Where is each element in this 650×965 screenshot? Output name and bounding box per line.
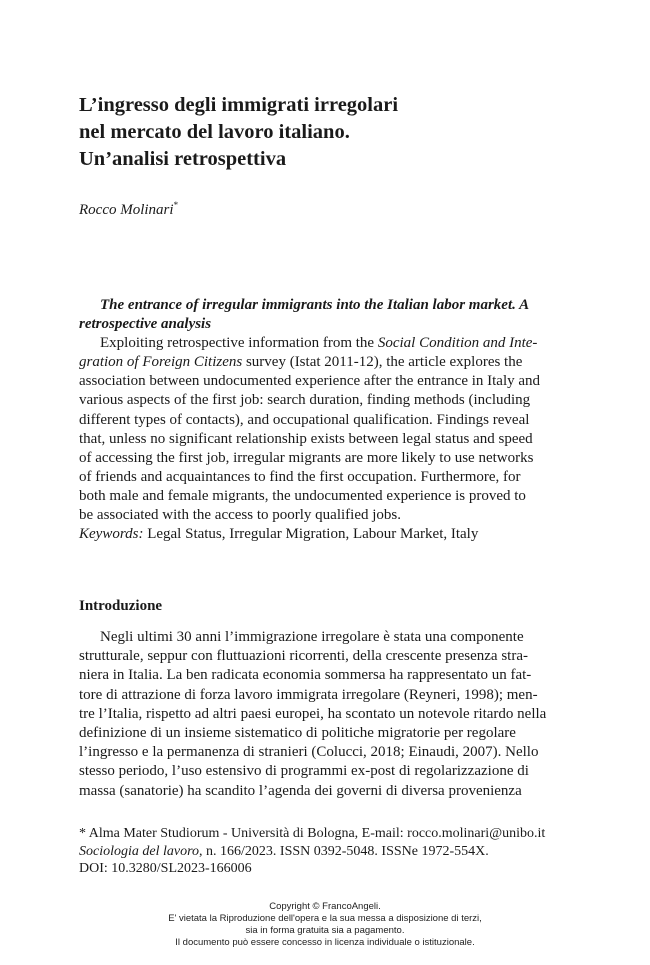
abstract-survey-name: Social Condition and Inte- <box>377 335 538 352</box>
copyright-line: Il documento può essere concesso in licenza individuale o istituzionale. <box>175 937 475 948</box>
body-line: strutturale, seppur con fluttuazioni ricorrenti, della crescente presenza stra- <box>79 648 528 665</box>
abstract-line: association between undocumented experience after the entrance in Italy and <box>79 373 541 390</box>
keywords <box>79 525 574 544</box>
journal-name: Sociologia del lavoro <box>79 843 200 859</box>
section-heading: Introduzione <box>79 598 163 614</box>
copyright-line: E' vietata la Riproduzione dell'opera e la sua messa a disposizione di terzi, <box>168 913 482 924</box>
abstract-line: different types of contacts), and occupational qualification. Findings reveal <box>79 411 530 428</box>
body-line: tre l’Italia, rispetto ad altri paesi europei, ha scontato un notevole ritardo nella <box>79 705 547 722</box>
keywords-list: Legal Status, Irregular Migration, Labour Market, Italy <box>143 526 479 543</box>
journal-citation <box>79 843 579 861</box>
doi: DOI: 10.3280/SL2023-166006 <box>79 861 252 876</box>
abstract-line: that, unless no significant relationship exists between legal status and speed <box>79 430 533 447</box>
abstract-survey-name: gration of Foreign Citizens <box>79 354 243 371</box>
article-title <box>79 92 599 173</box>
abstract-line <box>79 334 574 353</box>
body-line: Negli ultimi 30 anni l’immigrazione irregolare è stata una componente <box>100 629 524 645</box>
body-line: massa (sanatorie) ha scandito l’agenda dei governi di diversa provenienza <box>79 782 522 799</box>
title-line-1: L’ingresso degli immigrati irregolari <box>79 94 399 116</box>
abstract-title-line-1: The entrance of irregular immigrants into the Italian labor market. A <box>100 297 530 313</box>
footnote <box>79 825 579 878</box>
body-line: tore di attrazione di forza lavoro immigrata irregolare (Reyneri, 1998); men- <box>79 686 538 703</box>
author-footnote-mark: * <box>173 200 179 210</box>
body-line: stesso periodo, l’uso estensivo di programmi ex-post di regolarizzazione di <box>79 763 529 780</box>
author-byline <box>79 202 178 219</box>
abstract-title-line-2: retrospective analysis <box>79 316 212 333</box>
body-paragraph <box>79 628 574 801</box>
affiliation-footnote: * Alma Mater Studiorum - Università di Bologna, E-mail: rocco.molinari@unibo.it <box>79 826 546 841</box>
abstract-line: various aspects of the first job: search duration, finding methods (including <box>79 392 531 409</box>
abstract-line: of friends and acquaintances to find the first occupation. Furthermore, for <box>79 468 521 485</box>
body-line: l’ingresso e la permanenza di stranieri (Colucci, 2018; Einaudi, 2007). Nello <box>79 744 539 761</box>
title-line-2: nel mercato del lavoro italiano. <box>79 121 350 143</box>
abstract-text: survey (Istat 2011-12), the article explores the <box>242 354 523 371</box>
keywords-label: Keywords: <box>79 526 144 543</box>
body-line: niera in Italia. La ben radicata economia sommersa ha rappresentato un fat- <box>79 667 532 684</box>
abstract-text: Exploiting retrospective information from the <box>100 335 378 352</box>
copyright-line: Copyright © FrancoAngeli. <box>269 901 381 912</box>
abstract-line <box>79 353 574 372</box>
copyright-notice <box>0 901 650 949</box>
abstract <box>79 296 574 544</box>
abstract-line: of accessing the first job, irregular migrants are more likely to use networks <box>79 449 534 466</box>
journal-issn: , n. 166/2023. ISSN 0392-5048. ISSNe 1972-554X. <box>199 843 489 859</box>
abstract-title <box>79 296 574 315</box>
abstract-line: both male and female migrants, the undocumented experience is proved to <box>79 487 526 504</box>
copyright-line: sia in forma gratuita sia a pagamento. <box>245 925 405 936</box>
author-name: Rocco Molinari <box>79 202 174 218</box>
abstract-line: be associated with the access to poorly qualified jobs. <box>79 507 401 524</box>
body-line: definizione di un insieme sistematico di politiche migratorie per regolare <box>79 725 516 742</box>
title-line-3: Un’analisi retrospettiva <box>79 148 287 170</box>
